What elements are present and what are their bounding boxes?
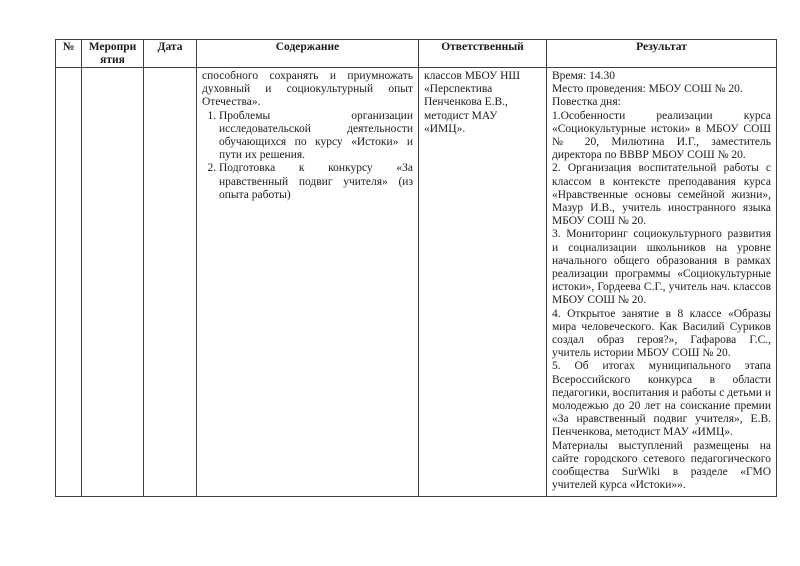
result-paragraph: Время: 14.30 — [552, 70, 616, 82]
col-header-event: Мероприятия — [82, 40, 144, 68]
content-list — [202, 110, 413, 202]
meeting-plan-table — [55, 39, 777, 497]
table-header-row — [56, 40, 777, 68]
result-paragraph: 4. Открытое занятие в 8 классе «Образы мира человеческого. Как Василий Суриков создал образ героя?», Гафарова Г.С., учитель истории МБОУ СОШ № 20. — [552, 307, 771, 360]
content-list-item: 1. Проблемы организации исследовательской деятельности обучающихся по курсу «Истоки» и пути их решения. — [219, 110, 413, 163]
cell-event — [82, 68, 144, 497]
col-header-number: № — [56, 40, 82, 68]
result-paragraph: Материалы выступлений размещены на сайте городского сетевого педагогического сообщества SurWiki в разделе «ГМО учителей курса «Истоки»». — [552, 439, 771, 492]
content-list-item: 2. Подготовка к конкурсу «За нравственный подвиг учителя» (из опыта работы) — [219, 162, 413, 202]
cell-number — [56, 68, 82, 497]
cell-result — [547, 68, 777, 497]
result-paragraph: Повестка дня: — [552, 96, 621, 109]
content-intro: способного сохранять и приумножать духовный и социокультурный опыт Отечества». — [202, 70, 413, 109]
table-row — [56, 68, 777, 497]
col-header-date: Дата — [144, 40, 197, 68]
col-header-responsible: Ответственный — [419, 40, 547, 68]
result-paragraph: Место проведения: МБОУ СОШ № 20. — [552, 83, 743, 96]
result-paragraph: 3. Мониторинг социокультурного развития и социализации школьников на уровне начального общего образования в рамках реализации программы «Социокультурные истоки», Гордеева С.Г., учитель нач. классов МБОУ СОШ № 20. — [552, 228, 771, 307]
result-paragraph: 5. Об итогах муниципального этапа Всероссийского конкурса в области педагогики, воспитания и работы с детьми и молодежью до 20 лет на соискание премии «За нравственный подвиг учителя», Е.В. Пенченкова, методист МАУ «ИМЦ». — [552, 360, 771, 439]
result-paragraph: 2. Организация воспитательной работы с классом в контексте преподавания курса «Нравственные основы семейной жизни», Мазур И.В., учитель иностранного языка МБОУ СОШ № 20. — [552, 162, 771, 228]
result-paragraph: 1.Особенности реализации курса «Социокультурные истоки» в МБОУ СОШ № 20, Милютина И.Г., заместитель директора по ВВВР МБОУ СОШ № 20. — [552, 109, 771, 162]
col-header-result: Результат — [547, 40, 777, 68]
col-header-content: Содержание — [197, 40, 419, 68]
cell-date — [144, 68, 197, 497]
cell-content — [197, 68, 419, 497]
cell-responsible: классов МБОУ НШ «Перспектива Пенченкова Е.В., методист МАУ «ИМЦ». — [419, 68, 547, 497]
